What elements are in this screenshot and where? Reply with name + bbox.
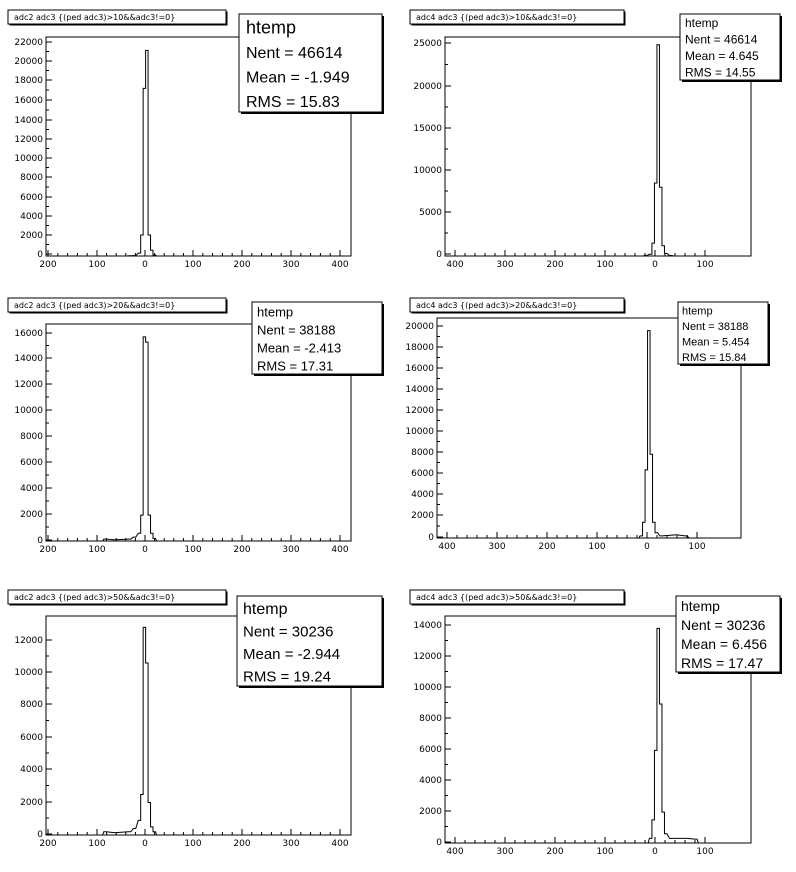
y-tick-label: 12000 <box>405 406 434 416</box>
y-tick-label: 25000 <box>413 39 442 49</box>
x-tick-label: 0 <box>652 847 658 857</box>
y-tick-label: 6000 <box>419 745 442 755</box>
x-tick-label: 300 <box>496 260 514 270</box>
y-tick-label: 8000 <box>419 714 442 724</box>
y-tick-label: 14000 <box>413 621 442 631</box>
x-tick-label: 200 <box>233 839 251 849</box>
histogram-pad-4 <box>405 298 770 552</box>
stats-title: htemp <box>681 598 720 615</box>
y-tick-label: 12000 <box>14 135 43 145</box>
y-tick-label: 10000 <box>413 166 442 176</box>
x-tick-label: 100 <box>696 260 714 270</box>
y-tick-label: 2000 <box>20 798 43 808</box>
y-tick-label: 8000 <box>20 700 43 710</box>
histogram-pad-5 <box>8 590 384 849</box>
stats-mean: Mean = 6.456 <box>681 636 768 653</box>
x-tick-label: 100 <box>184 260 202 270</box>
x-tick-label: 100 <box>88 260 106 270</box>
x-tick-label: 100 <box>688 542 706 552</box>
x-tick-label: 100 <box>184 839 202 849</box>
histogram-pad-2 <box>410 10 782 270</box>
y-tick-label: 12000 <box>14 636 43 646</box>
histogram-title: adc2 adc3 {(ped adc3)>20&&adc3!=0} <box>14 301 176 310</box>
stats-entries: Nent = 46614 <box>685 32 758 47</box>
x-tick-label: 100 <box>88 839 106 849</box>
y-tick-label: 4000 <box>20 765 43 775</box>
y-tick-label: 4000 <box>20 484 43 494</box>
y-tick-label: 6000 <box>20 458 43 468</box>
y-tick-label: 2000 <box>411 511 434 521</box>
y-tick-label: 0 <box>37 536 43 546</box>
y-tick-label: 14000 <box>14 116 43 126</box>
stats-entries: Nent = 46614 <box>246 45 343 63</box>
x-tick-label: 0 <box>142 545 148 555</box>
x-tick-label: 400 <box>331 839 349 849</box>
stats-rms: RMS = 15.83 <box>246 94 340 112</box>
y-tick-label: 4000 <box>411 490 434 500</box>
y-tick-label: 10000 <box>14 668 43 678</box>
y-tick-label: 10000 <box>14 406 43 416</box>
x-tick-label: 300 <box>282 545 300 555</box>
y-tick-label: 12000 <box>14 380 43 390</box>
x-tick-label: 200 <box>538 542 556 552</box>
y-tick-label: 20000 <box>14 57 43 67</box>
x-tick-label: 400 <box>438 542 456 552</box>
histogram-title: adc4 adc3 {(ped adc3)>20&&adc3!=0} <box>416 301 578 310</box>
stats-rms: RMS = 15.84 <box>682 351 747 364</box>
y-tick-label: 20000 <box>413 82 442 92</box>
histogram-pad-6 <box>410 590 782 857</box>
stats-title: htemp <box>685 16 719 31</box>
stats-mean: Mean = 4.645 <box>685 49 759 64</box>
x-tick-label: 400 <box>446 847 464 857</box>
y-tick-label: 0 <box>428 533 434 543</box>
y-tick-label: 2000 <box>20 510 43 520</box>
x-tick-label: 0 <box>142 839 148 849</box>
stats-rms: RMS = 14.55 <box>685 65 756 80</box>
histogram-pad-3 <box>8 298 384 555</box>
y-tick-label: 16000 <box>14 329 43 339</box>
x-tick-label: 0 <box>644 542 650 552</box>
x-tick-label: 300 <box>488 542 506 552</box>
stats-entries: Nent = 30236 <box>681 617 766 634</box>
y-tick-label: 12000 <box>413 652 442 662</box>
y-tick-label: 8000 <box>20 432 43 442</box>
y-tick-label: 5000 <box>419 208 442 218</box>
y-tick-label: 4000 <box>20 212 43 222</box>
x-tick-label: 200 <box>39 545 57 555</box>
stats-mean: Mean = -1.949 <box>246 69 350 87</box>
x-tick-label: 400 <box>331 545 349 555</box>
x-tick-label: 200 <box>546 847 564 857</box>
stats-title: htemp <box>682 305 713 318</box>
x-tick-label: 200 <box>233 545 251 555</box>
stats-entries: Nent = 30236 <box>243 623 334 641</box>
x-tick-label: 400 <box>331 260 349 270</box>
y-tick-label: 14000 <box>405 385 434 395</box>
x-tick-label: 300 <box>282 839 300 849</box>
x-tick-label: 100 <box>88 545 106 555</box>
y-tick-label: 15000 <box>413 124 442 134</box>
histogram-title: adc4 adc3 {(ped adc3)>10&&adc3!=0} <box>416 13 578 22</box>
stats-mean: Mean = -2.944 <box>243 646 341 663</box>
y-tick-label: 4000 <box>419 776 442 786</box>
x-tick-label: 100 <box>588 542 606 552</box>
stats-mean: Mean = 5.454 <box>682 336 750 349</box>
y-tick-label: 18000 <box>405 343 434 353</box>
y-tick-label: 2000 <box>419 807 442 817</box>
y-tick-label: 6000 <box>411 469 434 479</box>
x-tick-label: 200 <box>39 839 57 849</box>
x-tick-label: 0 <box>142 260 148 270</box>
y-tick-label: 16000 <box>405 364 434 374</box>
y-tick-label: 0 <box>37 250 43 260</box>
x-tick-label: 200 <box>233 260 251 270</box>
stats-title: htemp <box>243 601 288 618</box>
stats-rms: RMS = 17.47 <box>681 655 764 672</box>
y-tick-label: 0 <box>436 250 442 260</box>
histogram-title: adc2 adc3 {(ped adc3)>50&&adc3!=0} <box>14 593 176 602</box>
stats-title: htemp <box>257 304 294 320</box>
y-tick-label: 18000 <box>14 76 43 86</box>
stats-entries: Nent = 38188 <box>682 320 749 333</box>
y-tick-label: 2000 <box>20 231 43 241</box>
stats-title: htemp <box>246 17 297 38</box>
x-tick-label: 400 <box>446 260 464 270</box>
x-tick-label: 200 <box>546 260 564 270</box>
histogram-pad-1 <box>8 10 384 270</box>
y-tick-label: 10000 <box>413 683 442 693</box>
x-tick-label: 0 <box>652 260 658 270</box>
x-tick-label: 300 <box>282 260 300 270</box>
y-tick-label: 6000 <box>20 733 43 743</box>
x-tick-label: 300 <box>496 847 514 857</box>
y-tick-label: 8000 <box>411 448 434 458</box>
stats-rms: RMS = 17.31 <box>257 358 334 374</box>
y-tick-label: 0 <box>436 838 442 848</box>
y-tick-label: 6000 <box>20 193 43 203</box>
y-tick-label: 16000 <box>14 96 43 106</box>
y-tick-label: 8000 <box>20 173 43 183</box>
y-tick-label: 20000 <box>405 322 434 332</box>
y-tick-label: 22000 <box>14 38 43 48</box>
y-tick-label: 10000 <box>405 427 434 437</box>
x-tick-label: 100 <box>596 847 614 857</box>
stats-mean: Mean = -2.413 <box>257 340 342 356</box>
y-tick-label: 0 <box>37 830 43 840</box>
histogram-title: adc4 adc3 {(ped adc3)>50&&adc3!=0} <box>416 593 578 602</box>
y-tick-label: 14000 <box>14 354 43 364</box>
x-tick-label: 100 <box>184 545 202 555</box>
x-tick-label: 200 <box>39 260 57 270</box>
histogram-title: adc2 adc3 {(ped adc3)>10&&adc3!=0} <box>14 13 176 22</box>
x-tick-label: 100 <box>596 260 614 270</box>
x-tick-label: 100 <box>696 847 714 857</box>
stats-rms: RMS = 19.24 <box>243 668 331 686</box>
stats-entries: Nent = 38188 <box>257 322 336 338</box>
y-tick-label: 10000 <box>14 154 43 164</box>
